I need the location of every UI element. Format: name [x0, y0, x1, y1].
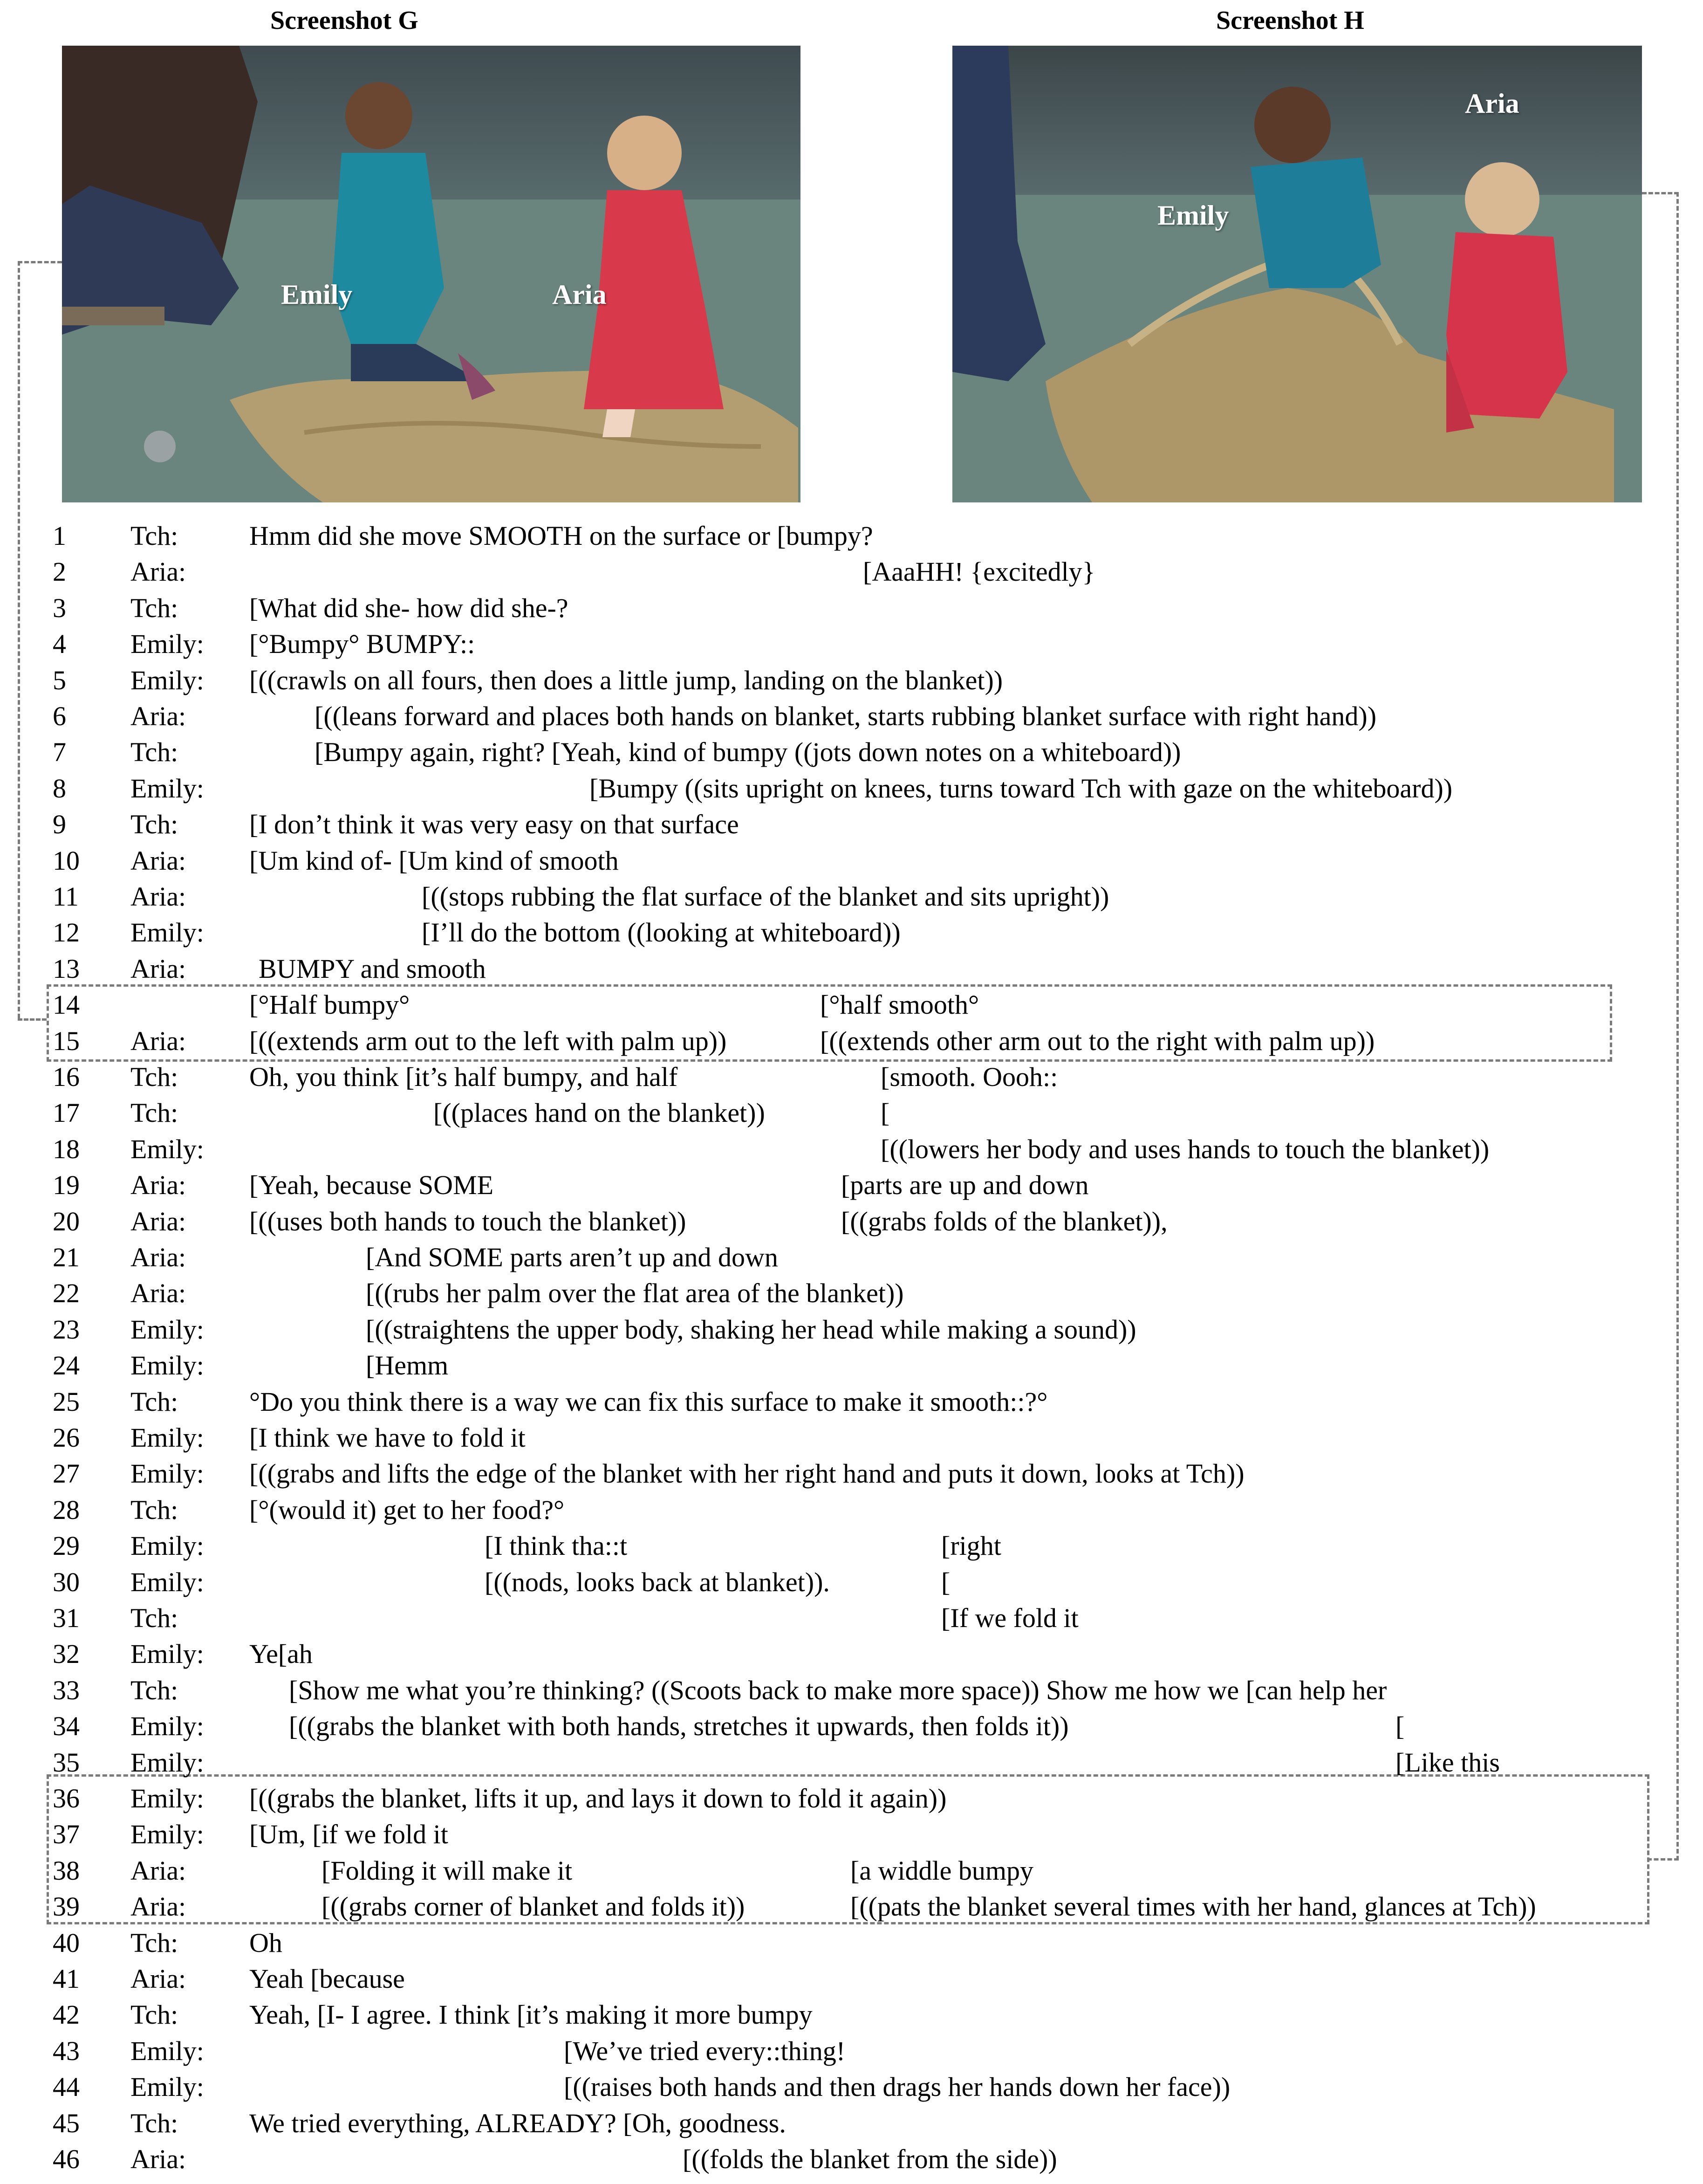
speaker-label: Tch:	[130, 2108, 178, 2138]
line-number: 5	[53, 665, 66, 695]
utterance-text: [((nods, looks back at blanket)).	[485, 1567, 830, 1597]
utterance-text: [°half smooth°	[820, 989, 979, 1020]
speaker-label: Tch:	[130, 1062, 178, 1092]
line-number: 39	[53, 1891, 80, 1922]
connector-g-top	[18, 261, 62, 263]
utterance-text: [((extends other arm out to the right with palm up))	[820, 1026, 1375, 1056]
line-number: 21	[53, 1242, 80, 1272]
speaker-label: Emily:	[130, 1819, 204, 1849]
line-number: 44	[53, 2072, 80, 2102]
utterance-text: [Like this	[1395, 1747, 1500, 1778]
screenshot-g-label-emily: Emily	[281, 279, 353, 310]
utterance-text: [((grabs the blanket, lifts it up, and lays it down to fold it again))	[249, 1783, 947, 1813]
utterance-text: Oh	[249, 1928, 282, 1958]
utterance-text: [Um kind of- [Um kind of smooth	[249, 845, 619, 876]
line-number: 23	[53, 1314, 80, 1345]
line-number: 30	[53, 1567, 80, 1597]
speaker-label: Aria:	[130, 1964, 186, 1994]
speaker-label: Tch:	[130, 809, 178, 839]
line-number: 22	[53, 1278, 80, 1308]
utterance-text: [((leans forward and places both hands on blanket, starts rubbing blanket surface with right hand))	[315, 701, 1377, 731]
line-number: 33	[53, 1675, 80, 1705]
line-number: 28	[53, 1495, 80, 1525]
speaker-label: Emily:	[130, 1639, 204, 1669]
utterance-text: [Yeah, because SOME	[249, 1170, 494, 1200]
speaker-label: Emily:	[130, 629, 204, 659]
utterance-text: [	[941, 1567, 951, 1597]
line-number: 9	[53, 809, 66, 839]
speaker-label: Emily:	[130, 1567, 204, 1597]
line-number: 12	[53, 917, 80, 948]
utterance-text: [I don’t think it was very easy on that surface	[249, 809, 739, 839]
line-number: 7	[53, 737, 66, 767]
utterance-text: [°Bumpy° BUMPY::	[249, 629, 475, 659]
line-number: 3	[53, 593, 66, 623]
utterance-text: [If we fold it	[941, 1603, 1079, 1633]
utterance-text: BUMPY and smooth	[259, 954, 486, 984]
line-number: 31	[53, 1603, 80, 1633]
speaker-label: Tch:	[130, 1999, 178, 2030]
line-number: 20	[53, 1206, 80, 1236]
utterance-text: Ye[ah	[249, 1639, 313, 1669]
screenshot-h-scene	[952, 46, 1642, 502]
utterance-text: [	[1395, 1711, 1405, 1741]
line-number: 42	[53, 1999, 80, 2030]
utterance-text: [I think we have to fold it	[249, 1422, 526, 1453]
utterance-text: [((folds the blanket from the side))	[683, 2144, 1057, 2174]
utterance-text: [I think tha::t	[485, 1531, 628, 1561]
speaker-label: Aria:	[130, 1242, 186, 1272]
line-number: 8	[53, 773, 66, 804]
line-number: 24	[53, 1350, 80, 1380]
speaker-label: Aria:	[130, 556, 186, 587]
speaker-label: Emily:	[130, 917, 204, 948]
speaker-label: Emily:	[130, 665, 204, 695]
line-number: 45	[53, 2108, 80, 2138]
utterance-text: Oh, you think [it’s half bumpy, and half	[249, 1062, 678, 1092]
utterance-text: [	[881, 1098, 890, 1128]
utterance-text: [Bumpy again, right? [Yeah, kind of bumpy ((jots down notes on a whiteboard))	[315, 737, 1181, 767]
speaker-label: Tch:	[130, 1387, 178, 1417]
utterance-text: Yeah [because	[249, 1964, 405, 1994]
screenshot-h-title: Screenshot H	[1216, 6, 1364, 35]
line-number: 27	[53, 1458, 80, 1489]
utterance-text: [((stops rubbing the flat surface of the blanket and sits upright))	[422, 881, 1109, 912]
line-number: 41	[53, 1964, 80, 1994]
line-number: 6	[53, 701, 66, 731]
utterance-text: [((raises both hands and then drags her hands down her face))	[564, 2072, 1231, 2102]
speaker-label: Emily:	[130, 1783, 204, 1813]
line-number: 34	[53, 1711, 80, 1741]
speaker-label: Aria:	[130, 845, 186, 876]
utterance-text: Hmm did she move SMOOTH on the surface or [bumpy?	[249, 521, 873, 551]
speaker-label: Tch:	[130, 593, 178, 623]
utterance-text: [((pats the blanket several times with her hand, glances at Tch))	[850, 1891, 1536, 1922]
speaker-label: Tch:	[130, 521, 178, 551]
speaker-label: Emily:	[130, 1711, 204, 1741]
utterance-text: [I’ll do the bottom ((looking at whiteboard))	[422, 917, 901, 948]
speaker-label: Tch:	[130, 737, 178, 767]
screenshot-h-label-emily: Emily	[1157, 200, 1229, 231]
line-number: 43	[53, 2036, 80, 2066]
screenshot-g-label-aria: Aria	[552, 279, 607, 310]
speaker-label: Tch:	[130, 1675, 178, 1705]
speaker-label: Aria:	[130, 1855, 186, 1886]
line-number: 29	[53, 1531, 80, 1561]
utterance-text: [((lowers her body and uses hands to touch the blanket))	[881, 1134, 1490, 1164]
utterance-text: [Bumpy ((sits upright on knees, turns toward Tch with gaze on the whiteboard))	[589, 773, 1453, 804]
speaker-label: Emily:	[130, 1350, 204, 1380]
utterance-text: [What did she- how did she-?	[249, 593, 568, 623]
line-number: 18	[53, 1134, 80, 1164]
utterance-text: [a widdle bumpy	[850, 1855, 1034, 1886]
speaker-label: Tch:	[130, 1098, 178, 1128]
utterance-text: [((crawls on all fours, then does a little jump, landing on the blanket))	[249, 665, 1003, 695]
line-number: 1	[53, 521, 66, 551]
utterance-text: [((places hand on the blanket))	[433, 1098, 765, 1128]
line-number: 19	[53, 1170, 80, 1200]
utterance-text: [Show me what you’re thinking? ((Scoots back to make more space)) Show me how we [can help her	[289, 1675, 1387, 1705]
line-number: 46	[53, 2144, 80, 2174]
speaker-label: Aria:	[130, 1026, 186, 1056]
line-number: 25	[53, 1387, 80, 1417]
speaker-label: Emily:	[130, 2036, 204, 2066]
speaker-label: Emily:	[130, 1314, 204, 1345]
line-number: 13	[53, 954, 80, 984]
speaker-label: Emily:	[130, 2072, 204, 2102]
utterance-text: [((rubs her palm over the flat area of the blanket))	[366, 1278, 904, 1308]
speaker-label: Tch:	[130, 1928, 178, 1958]
screenshot-g-photo	[62, 46, 800, 502]
speaker-label: Aria:	[130, 954, 186, 984]
utterance-text: [right	[941, 1531, 1001, 1561]
speaker-label: Aria:	[130, 1206, 186, 1236]
utterance-text: [parts are up and down	[841, 1170, 1089, 1200]
connector-h-top	[1642, 192, 1679, 194]
utterance-text: [((uses both hands to touch the blanket))	[249, 1206, 686, 1236]
line-number: 15	[53, 1026, 80, 1056]
line-number: 14	[53, 989, 80, 1020]
line-number: 32	[53, 1639, 80, 1669]
utterance-text: [°Half bumpy°	[249, 989, 410, 1020]
utterance-text: [smooth. Oooh::	[881, 1062, 1058, 1092]
speaker-label: Aria:	[130, 701, 186, 731]
utterance-text: Yeah, [I- I agree. I think [it’s making it more bumpy	[249, 1999, 813, 2030]
line-number: 26	[53, 1422, 80, 1453]
utterance-text: [Hemm	[366, 1350, 449, 1380]
screenshot-h-photo	[952, 46, 1642, 502]
speaker-label: Emily:	[130, 773, 204, 804]
line-number: 16	[53, 1062, 80, 1092]
speaker-label: Tch:	[130, 1495, 178, 1525]
utterance-text: [Folding it will make it	[321, 1855, 573, 1886]
line-number: 10	[53, 845, 80, 876]
speaker-label: Emily:	[130, 1458, 204, 1489]
line-number: 37	[53, 1819, 80, 1849]
screenshot-h-label-aria: Aria	[1465, 88, 1519, 119]
utterance-text: [We’ve tried every::thing!	[564, 2036, 846, 2066]
connector-g-bottom	[18, 1018, 47, 1021]
speaker-label: Tch:	[130, 1603, 178, 1633]
speaker-label: Emily:	[130, 1134, 204, 1164]
line-number: 4	[53, 629, 66, 659]
utterance-text: We tried everything, ALREADY? [Oh, goodness.	[249, 2108, 786, 2138]
utterance-text: [((grabs the blanket with both hands, stretches it upwards, then folds it))	[289, 1711, 1069, 1741]
line-number: 40	[53, 1928, 80, 1958]
line-number: 2	[53, 556, 66, 587]
screenshot-g-scene	[62, 46, 800, 502]
speaker-label: Emily:	[130, 1747, 204, 1778]
speaker-label: Aria:	[130, 881, 186, 912]
line-number: 36	[53, 1783, 80, 1813]
utterance-text: [°(would it) get to her food?°	[249, 1495, 565, 1525]
utterance-text: [((extends arm out to the left with palm up))	[249, 1026, 727, 1056]
connector-h-vertical	[1676, 192, 1679, 1861]
utterance-text: °Do you think there is a way we can fix this surface to make it smooth::?°	[249, 1387, 1048, 1417]
line-number: 38	[53, 1855, 80, 1886]
speaker-label: Aria:	[130, 2144, 186, 2174]
speaker-label: Emily:	[130, 1531, 204, 1561]
utterance-text: [((grabs folds of the blanket)),	[841, 1206, 1168, 1236]
speaker-label: Aria:	[130, 1170, 186, 1200]
connector-g-vertical	[18, 261, 20, 1018]
line-number: 17	[53, 1098, 80, 1128]
speaker-label: Aria:	[130, 1891, 186, 1922]
utterance-text: [AaaHH! {excitedly}	[863, 556, 1095, 587]
utterance-text: [And SOME parts aren’t up and down	[366, 1242, 778, 1272]
speaker-label: Aria:	[130, 1278, 186, 1308]
screenshot-g-title: Screenshot G	[270, 6, 418, 35]
utterance-text: [((straightens the upper body, shaking her head while making a sound))	[366, 1314, 1136, 1345]
line-number: 11	[53, 881, 79, 912]
speaker-label: Emily:	[130, 1422, 204, 1453]
line-number: 35	[53, 1747, 80, 1778]
utterance-text: [((grabs corner of blanket and folds it))	[321, 1891, 745, 1922]
connector-h-bottom	[1647, 1858, 1679, 1861]
utterance-text: [((grabs and lifts the edge of the blanket with her right hand and puts it down, looks at Tch))	[249, 1458, 1245, 1489]
utterance-text: [Um, [if we fold it	[249, 1819, 448, 1849]
